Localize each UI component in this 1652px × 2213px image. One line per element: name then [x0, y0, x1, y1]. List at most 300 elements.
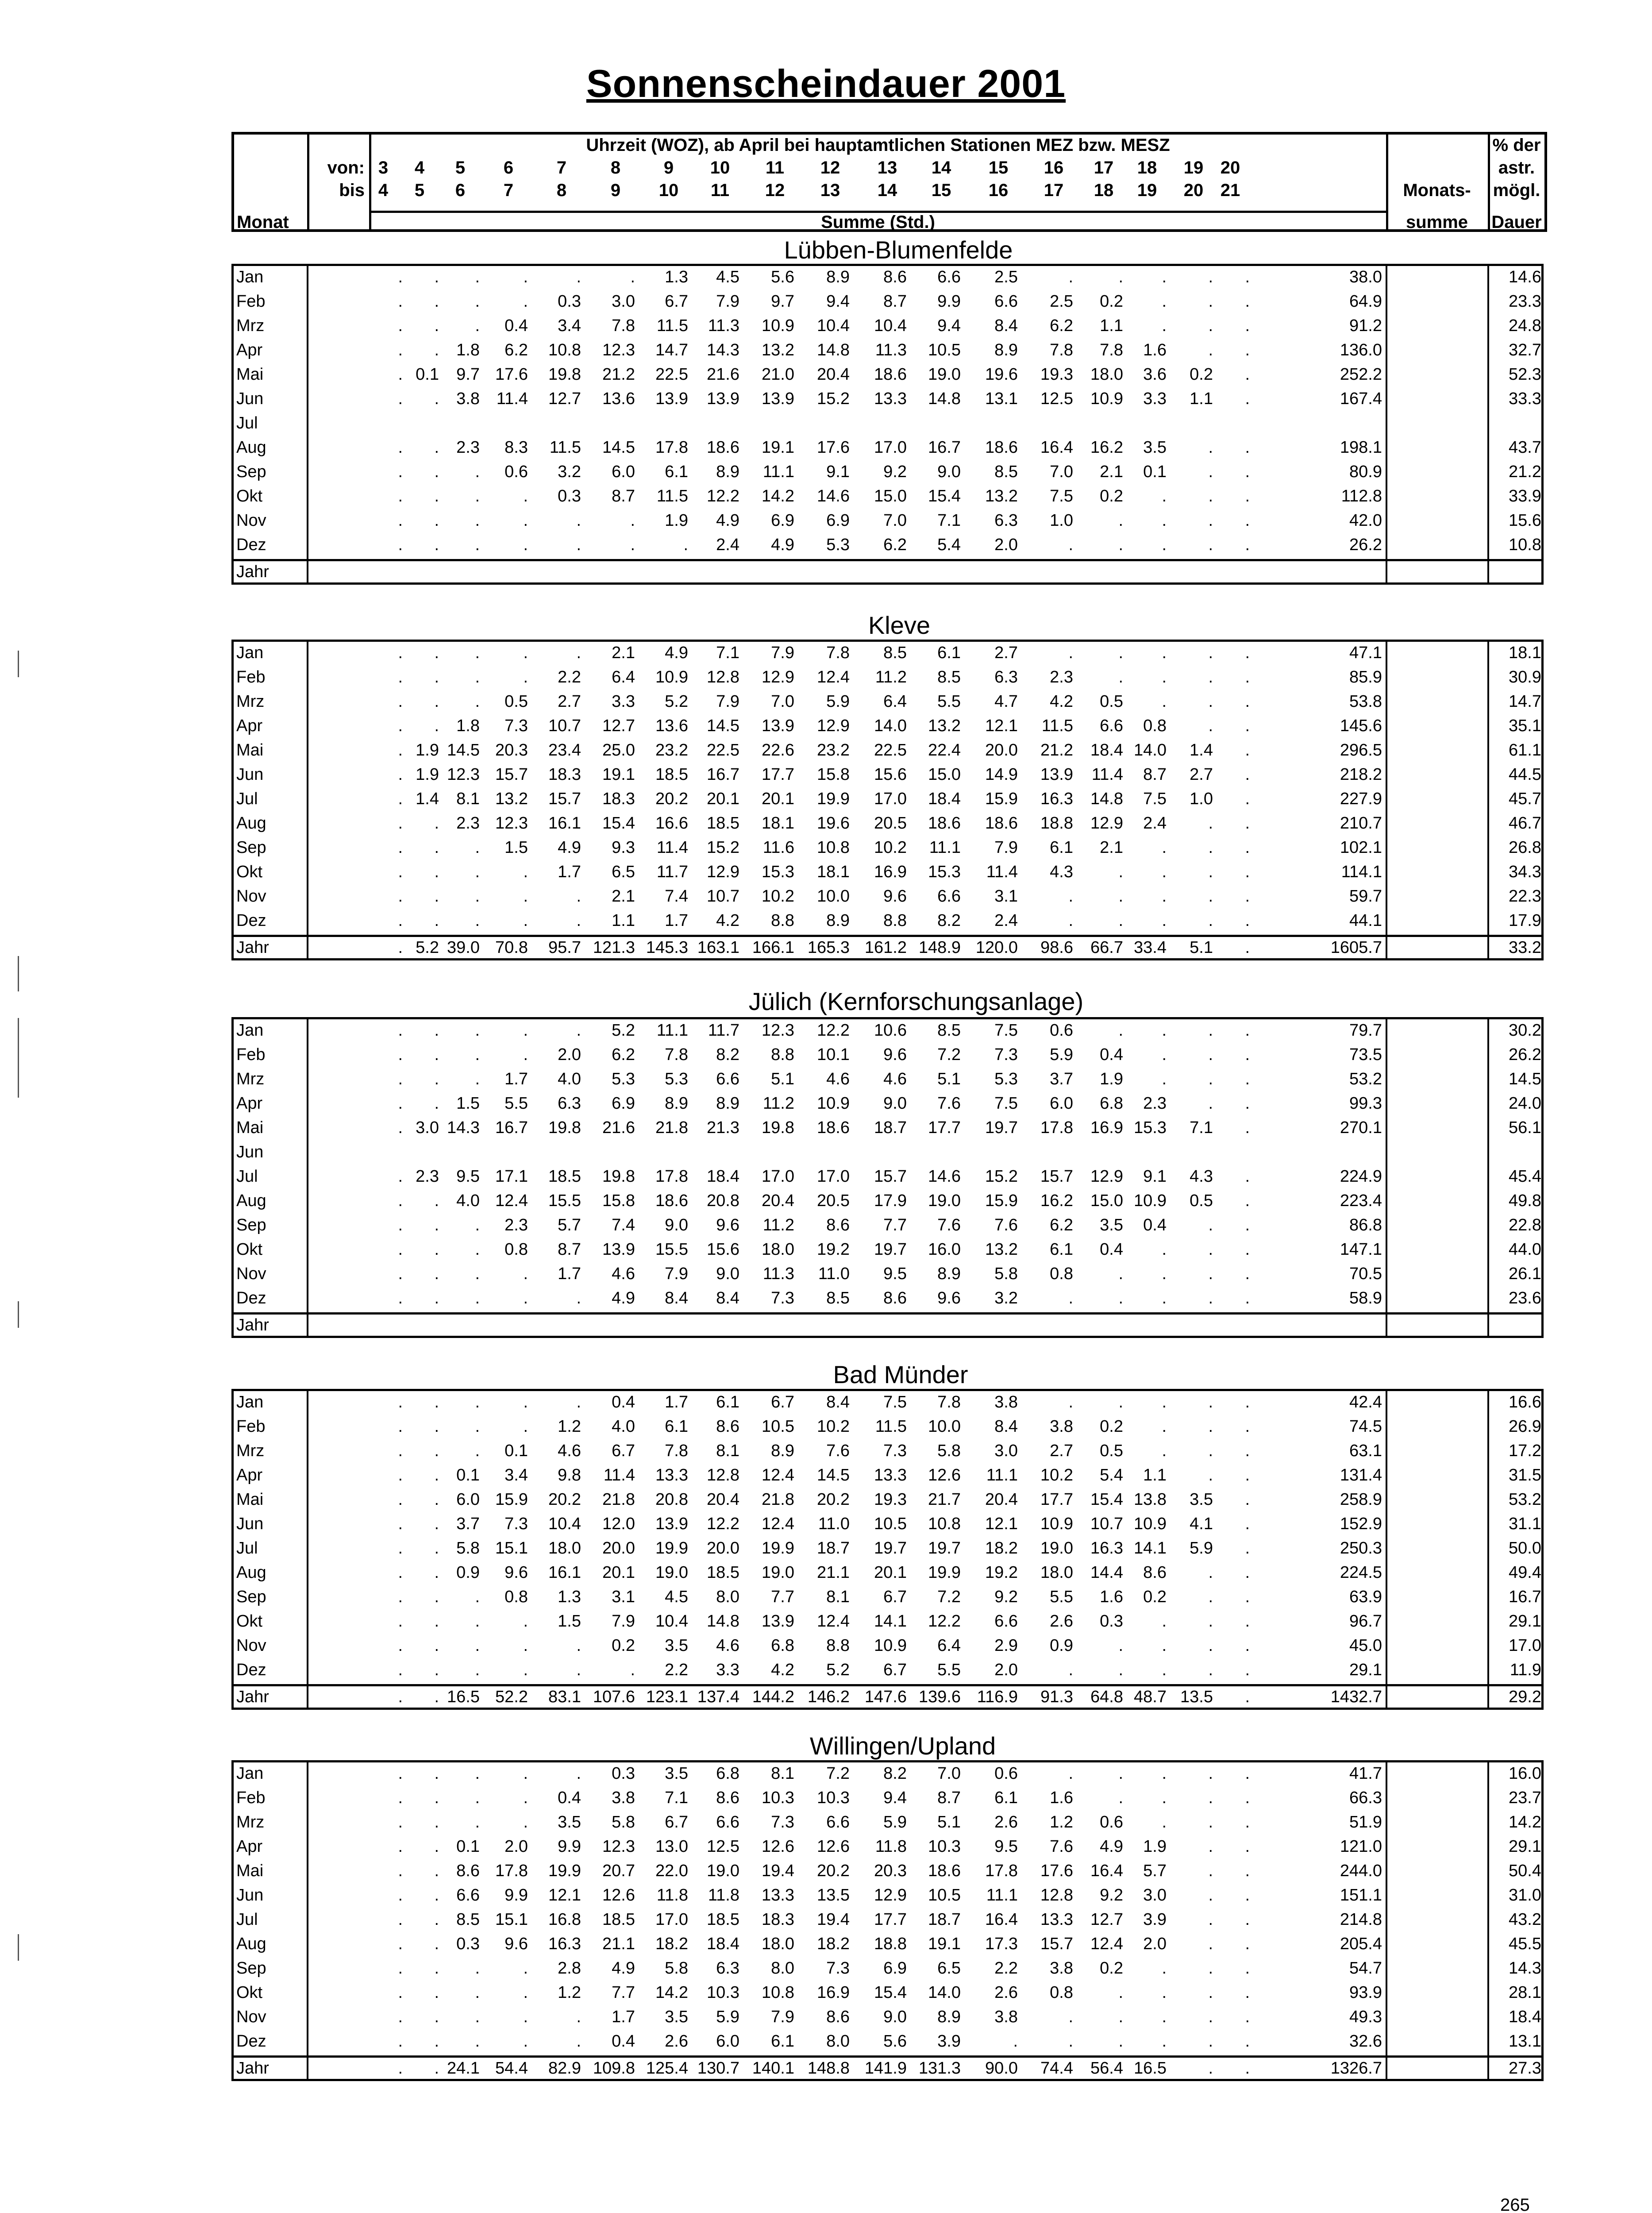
hour-value: . [1162, 1959, 1167, 1978]
hour-value: 7.8 [1050, 341, 1073, 359]
hour-value: 3.9 [1143, 1910, 1167, 1929]
hour-value: 11.7 [656, 863, 688, 881]
hour-value: 12.1 [548, 1886, 581, 1905]
table-row [234, 739, 1541, 763]
month-sum: 32.6 [1349, 2032, 1382, 2051]
hour-value: . [1245, 938, 1250, 957]
hour-value: 2.4 [716, 536, 739, 554]
hour-value: 18.4 [707, 1935, 739, 1953]
hour-value: 7.7 [612, 1983, 635, 2002]
hour-value: 11.7 [708, 1021, 739, 1040]
percent-possible: 49.4 [1509, 1563, 1541, 1582]
table-row [234, 290, 1541, 315]
hour-value: 13.9 [762, 1612, 794, 1631]
hour-value: 10.5 [762, 1417, 794, 1436]
month-sum: 210.7 [1340, 814, 1382, 833]
hour-value: 0.8 [504, 1588, 528, 1606]
hour-value: 18.2 [985, 1539, 1018, 1558]
hour-value: . [1245, 1191, 1250, 1210]
percent-possible: 34.3 [1509, 863, 1541, 881]
hour-value: 12.6 [928, 1466, 961, 1484]
hour-value: 16.5 [447, 1688, 480, 1706]
hour-value: . [434, 438, 439, 457]
hour-value: 7.9 [771, 2008, 794, 2026]
hour-value: . [1208, 341, 1213, 359]
hour-value: . [475, 1442, 480, 1460]
hour-value: . [1162, 887, 1167, 906]
month-sum: 86.8 [1349, 1216, 1382, 1234]
month-label: Mai [236, 741, 264, 760]
month-label: Dez [236, 2032, 266, 2051]
hour-value: 9.4 [937, 316, 961, 335]
table-row [234, 666, 1541, 690]
hour-value: . [434, 1983, 439, 2002]
hour-value: 18.2 [655, 1935, 688, 1953]
hour-value: 5.5 [937, 1661, 961, 1679]
hour-value: . [1245, 692, 1250, 711]
hour-value: 7.2 [937, 1045, 961, 1064]
hour-value: 20.5 [817, 1191, 850, 1210]
hour-value: 144.2 [752, 1688, 794, 1706]
hour-value: 1.8 [456, 341, 480, 359]
hour-value: 8.9 [771, 1442, 794, 1460]
hour-value: 7.6 [937, 1094, 961, 1113]
hour-value: 8.9 [937, 1265, 961, 1283]
hour-value: . [523, 668, 528, 686]
hour-value: 3.5 [665, 1764, 688, 1783]
hour-value: . [1162, 1789, 1167, 1807]
hour-value: . [1118, 268, 1123, 286]
hour-value: 2.2 [994, 1959, 1018, 1978]
year-total-row [234, 1314, 1541, 1338]
hour-value: 7.3 [771, 1813, 794, 1831]
hour-value: 9.5 [994, 1837, 1018, 1856]
hour-value: 21.8 [655, 1118, 688, 1137]
hour-value: . [1162, 1417, 1167, 1436]
hour-value: 0.1 [456, 1837, 480, 1856]
hour-value: 0.4 [612, 1393, 635, 1411]
hour-value: 3.7 [456, 1515, 480, 1533]
hour-value: 4.2 [771, 1661, 794, 1679]
hour-value: 1.9 [1100, 1070, 1123, 1088]
hour-value: . [398, 438, 403, 457]
hour-value: 1.9 [665, 511, 688, 530]
hour-value: 14.8 [1090, 790, 1123, 808]
hour-value: 3.0 [612, 292, 635, 311]
hour-value: 1.3 [665, 268, 688, 286]
hour-value: 10.1 [817, 1045, 850, 1064]
hour-value: . [1245, 1289, 1250, 1307]
hour-value: 16.2 [1040, 1191, 1073, 1210]
hour-value: . [434, 1837, 439, 1856]
hour-value: . [398, 790, 403, 808]
hour-value: 23.4 [548, 741, 581, 760]
hour-value: 0.4 [504, 316, 528, 335]
table-row [234, 861, 1541, 885]
hour-value: 7.3 [826, 1959, 850, 1978]
hour-value: 19.2 [817, 1240, 850, 1259]
hour-value: 11.5 [1041, 717, 1073, 735]
hour-value: 1.1 [1100, 316, 1123, 335]
hour-value: . [1245, 1216, 1250, 1234]
hour-value: 3.8 [994, 2008, 1018, 2026]
hour-value: 11.5 [875, 1417, 907, 1436]
hour-value: 3.8 [456, 389, 480, 408]
hour-value: 2.3 [456, 814, 480, 833]
hour-value: 10.2 [1040, 1466, 1073, 1484]
hour-value: 15.1 [495, 1539, 528, 1558]
hour-value: 20.4 [707, 1490, 739, 1509]
table-row [234, 1835, 1541, 1860]
hour-value: 8.6 [883, 1289, 907, 1307]
hour-value: 19.3 [1040, 365, 1073, 384]
hour-value: 3.2 [558, 463, 581, 481]
hour-value: . [398, 463, 403, 481]
header-hour-to: 5 [414, 181, 425, 200]
hour-value: . [475, 863, 480, 881]
hour-value: 17.1 [495, 1167, 528, 1186]
hour-value: . [475, 887, 480, 906]
hour-value: 7.5 [994, 1094, 1018, 1113]
hour-value: 146.2 [807, 1688, 850, 1706]
month-label: Feb [236, 1045, 266, 1064]
hour-value: . [398, 536, 403, 554]
hour-value: . [1068, 536, 1073, 554]
hour-value: 109.8 [593, 2059, 635, 2078]
hour-value: 13.9 [707, 389, 739, 408]
hour-value: 18.6 [874, 365, 907, 384]
hour-value: 0.5 [504, 692, 528, 711]
hour-value: 17.3 [985, 1935, 1018, 1953]
hour-value: 6.9 [826, 511, 850, 530]
table-row [234, 461, 1541, 485]
hour-value: . [398, 2032, 403, 2051]
hour-value: . [1245, 1837, 1250, 1856]
percent-possible: 14.3 [1509, 1959, 1541, 1978]
month-label: Feb [236, 292, 266, 311]
hour-value: 7.6 [937, 1216, 961, 1234]
hour-value: 0.1 [1143, 463, 1167, 481]
hour-value: 9.6 [883, 887, 907, 906]
hour-value: 0.1 [504, 1442, 528, 1460]
hour-value: 16.7 [495, 1118, 528, 1137]
hour-value: 8.1 [771, 1764, 794, 1783]
hour-value: 8.8 [771, 911, 794, 930]
hour-value: . [1118, 668, 1123, 686]
hour-value: . [398, 1094, 403, 1113]
hour-value: . [1118, 1764, 1123, 1783]
hour-value: . [1208, 887, 1213, 906]
month-sum: 80.9 [1349, 463, 1382, 481]
table-row [234, 642, 1541, 666]
percent-possible: 18.4 [1509, 2008, 1541, 2026]
hour-value: 1.5 [456, 1094, 480, 1113]
hour-value: 2.4 [1143, 814, 1167, 833]
month-label: Okt [236, 487, 263, 505]
hour-value: 24.1 [447, 2059, 480, 2078]
month-label: Sep [236, 1588, 266, 1606]
month-label: Mai [236, 1862, 264, 1880]
hour-value: 6.7 [665, 292, 688, 311]
hour-value: 0.8 [1050, 1265, 1073, 1283]
hour-value: . [1118, 644, 1123, 662]
hour-value: . [434, 1764, 439, 1783]
hour-value: 12.3 [602, 1837, 635, 1856]
hour-value: 2.0 [1143, 1935, 1167, 1953]
hour-value: 19.0 [707, 1862, 739, 1880]
table-row [234, 339, 1541, 363]
table-row [234, 1092, 1541, 1117]
month-label: Aug [236, 1563, 266, 1582]
hour-value: 20.5 [874, 814, 907, 833]
hour-value: 10.6 [874, 1021, 907, 1040]
hour-value: 14.5 [817, 1466, 850, 1484]
hour-value: 1.7 [665, 911, 688, 930]
hour-value: 13.0 [655, 1837, 688, 1856]
hour-value: 12.7 [548, 389, 581, 408]
hour-value: . [434, 1813, 439, 1831]
hour-value: . [475, 1959, 480, 1978]
month-label: Jul [236, 790, 258, 808]
hour-value: 18.5 [655, 765, 688, 784]
hour-value: 13.5 [1180, 1688, 1213, 1706]
hour-value: 19.9 [762, 1539, 794, 1558]
header-hour-to: 6 [455, 181, 466, 200]
table-row [234, 1860, 1541, 1884]
hour-value: . [434, 1910, 439, 1929]
percent-possible: 24.8 [1509, 316, 1541, 335]
hour-value: 5.7 [1143, 1862, 1167, 1880]
percent-possible: 43.2 [1509, 1910, 1541, 1929]
hour-value: 6.2 [1050, 1216, 1073, 1234]
hour-value: 18.5 [548, 1167, 581, 1186]
month-label: Jan [236, 268, 264, 286]
header-hour-from: 11 [765, 158, 785, 177]
hour-value: 3.2 [994, 1289, 1018, 1307]
month-sum: 74.5 [1349, 1417, 1382, 1436]
hour-value: 12.3 [447, 765, 480, 784]
header-summe-std-label: Summe (Std.) [821, 212, 935, 232]
hour-value: . [1068, 2008, 1073, 2026]
month-label: Sep [236, 1959, 266, 1978]
hour-value: . [475, 1636, 480, 1655]
hour-value: 10.5 [928, 341, 961, 359]
hour-value: 1.6 [1100, 1588, 1123, 1606]
hour-value: 0.4 [612, 2032, 635, 2051]
hour-value: 1.7 [665, 1393, 688, 1411]
hour-value: 7.6 [994, 1216, 1018, 1234]
hour-value: 13.2 [762, 341, 794, 359]
hour-value: 161.2 [864, 938, 907, 957]
hour-value: 0.3 [1100, 1612, 1123, 1631]
month-label: Dez [236, 1661, 266, 1679]
hour-value: 4.9 [612, 1959, 635, 1978]
hour-value: . [398, 1118, 403, 1137]
hour-value: 2.9 [994, 1636, 1018, 1655]
hour-value: 74.4 [1040, 2059, 1073, 2078]
hour-value: 8.0 [771, 1959, 794, 1978]
hour-value: 18.7 [874, 1118, 907, 1137]
hour-value: . [1245, 1539, 1250, 1558]
month-sum: 136.0 [1340, 341, 1382, 359]
hour-value: . [434, 1612, 439, 1631]
hour-value: . [398, 1265, 403, 1283]
hour-value: 9.6 [883, 1045, 907, 1064]
hour-value: 7.6 [1050, 1837, 1073, 1856]
margin-mark [18, 1934, 19, 1961]
hour-value: 21.6 [602, 1118, 635, 1137]
hour-value: 5.8 [937, 1442, 961, 1460]
hour-value: 15.5 [655, 1240, 688, 1259]
hour-value: 19.0 [928, 1191, 961, 1210]
table-row [234, 436, 1541, 461]
hour-value: 15.8 [817, 765, 850, 784]
hour-value: 0.6 [1050, 1021, 1073, 1040]
hour-value: . [398, 2008, 403, 2026]
hour-value: . [398, 2059, 403, 2078]
month-label: Okt [236, 1240, 263, 1259]
hour-value: 70.8 [495, 938, 528, 957]
hour-value: 19.6 [817, 814, 850, 833]
hour-value: . [1162, 1661, 1167, 1679]
month-sum: 252.2 [1340, 365, 1382, 384]
hour-value: 7.0 [937, 1764, 961, 1783]
hour-value: . [475, 487, 480, 505]
hour-value: 147.6 [864, 1688, 907, 1706]
hour-value: 2.4 [994, 911, 1018, 930]
table-row [234, 1762, 1541, 1787]
hour-value: 6.5 [612, 863, 635, 881]
hour-value: 18.7 [928, 1910, 961, 1929]
hour-value: 13.9 [602, 1240, 635, 1259]
hour-value: 4.5 [716, 268, 739, 286]
hour-value: . [434, 668, 439, 686]
hour-value: . [1162, 292, 1167, 311]
hour-value: 11.4 [603, 1466, 635, 1484]
hour-value: 10.0 [817, 887, 850, 906]
hour-value: 9.9 [558, 1837, 581, 1856]
hour-value: 8.7 [558, 1240, 581, 1259]
table-row [234, 1635, 1541, 1659]
hour-value: 16.4 [1090, 1862, 1123, 1880]
header-hour-to: 15 [931, 181, 951, 200]
hour-value: . [1118, 1289, 1123, 1307]
hour-value: 12.9 [707, 863, 739, 881]
hour-value: . [1162, 2008, 1167, 2026]
hour-value: . [475, 1417, 480, 1436]
header-hour-from: 7 [556, 158, 567, 177]
hour-value: 5.2 [416, 938, 439, 957]
hour-value: 19.9 [655, 1539, 688, 1558]
hour-value: . [398, 1688, 403, 1706]
hour-value: . [434, 644, 439, 662]
month-label: Jahr [236, 938, 269, 957]
hour-value: 20.2 [817, 1490, 850, 1509]
hour-value: . [398, 1045, 403, 1064]
hour-value: 22.0 [655, 1862, 688, 1880]
percent-possible: 44.0 [1509, 1240, 1541, 1259]
hour-value: 15.0 [1090, 1191, 1123, 1210]
hour-value: 165.3 [807, 938, 850, 957]
percent-possible: 14.6 [1509, 268, 1541, 286]
hour-value: . [1245, 765, 1250, 784]
hour-value: . [1245, 1442, 1250, 1460]
percent-possible: 14.2 [1509, 1813, 1541, 1831]
hour-value: 15.9 [985, 790, 1018, 808]
table-row [234, 1933, 1541, 1957]
hour-value: . [1068, 1289, 1073, 1307]
hour-value: . [475, 1588, 480, 1606]
hour-value: . [475, 1393, 480, 1411]
hour-value: 12.6 [762, 1837, 794, 1856]
hour-value: 10.7 [548, 717, 581, 735]
hour-value: . [1208, 316, 1213, 335]
hour-value: 9.0 [716, 1265, 739, 1283]
hour-value: . [475, 1789, 480, 1807]
month-label: Jun [236, 765, 264, 784]
hour-value: . [1208, 2059, 1213, 2078]
hour-value: . [1162, 1021, 1167, 1040]
month-label: Apr [236, 341, 263, 359]
margin-mark [18, 1301, 19, 1328]
hour-value: 9.6 [937, 1289, 961, 1307]
hour-value: . [475, 2008, 480, 2026]
hour-value: 12.6 [817, 1837, 850, 1856]
month-label: Jahr [236, 563, 269, 581]
hour-value: . [1208, 438, 1213, 457]
table-row [234, 1141, 1541, 1165]
hour-value: . [1118, 1021, 1123, 1040]
hour-value: 145.3 [646, 938, 688, 957]
hour-value: . [523, 1764, 528, 1783]
hour-value: . [1208, 692, 1213, 711]
percent-possible: 13.1 [1509, 2032, 1541, 2051]
hour-value: 19.3 [874, 1490, 907, 1509]
hour-value: 10.2 [874, 838, 907, 857]
hour-value: 9.7 [456, 365, 480, 384]
hour-value: 10.9 [817, 1094, 850, 1113]
hour-value: 5.3 [994, 1070, 1018, 1088]
hour-value: . [398, 1862, 403, 1880]
hour-value: 20.3 [874, 1862, 907, 1880]
hour-value: . [1208, 1466, 1213, 1484]
station-name: Willingen/Upland [809, 1732, 996, 1760]
hour-value: 64.8 [1090, 1688, 1123, 1706]
hour-value: 0.2 [1100, 292, 1123, 311]
hour-value: 5.2 [826, 1661, 850, 1679]
table-row [234, 485, 1541, 509]
hour-value: . [398, 1886, 403, 1905]
hour-value: 1.5 [504, 838, 528, 857]
station-table [231, 1760, 1544, 2081]
hour-value: 17.0 [762, 1167, 794, 1186]
hour-value: 20.2 [817, 1862, 850, 1880]
table-row [234, 1811, 1541, 1835]
month-label: Jul [236, 414, 258, 432]
header-bis-label: bis [339, 181, 365, 200]
hour-value: . [576, 887, 581, 906]
hour-value: 20.1 [762, 790, 794, 808]
percent-possible: 56.1 [1509, 1118, 1541, 1137]
hour-value: . [523, 1021, 528, 1040]
hour-value: 10.7 [707, 887, 739, 906]
hour-value: 5.5 [1050, 1588, 1073, 1606]
hour-value: . [1245, 911, 1250, 930]
hour-value: 5.9 [716, 2008, 739, 2026]
hour-value: . [576, 644, 581, 662]
hour-value: 8.8 [883, 911, 907, 930]
hour-value: 19.7 [874, 1240, 907, 1259]
